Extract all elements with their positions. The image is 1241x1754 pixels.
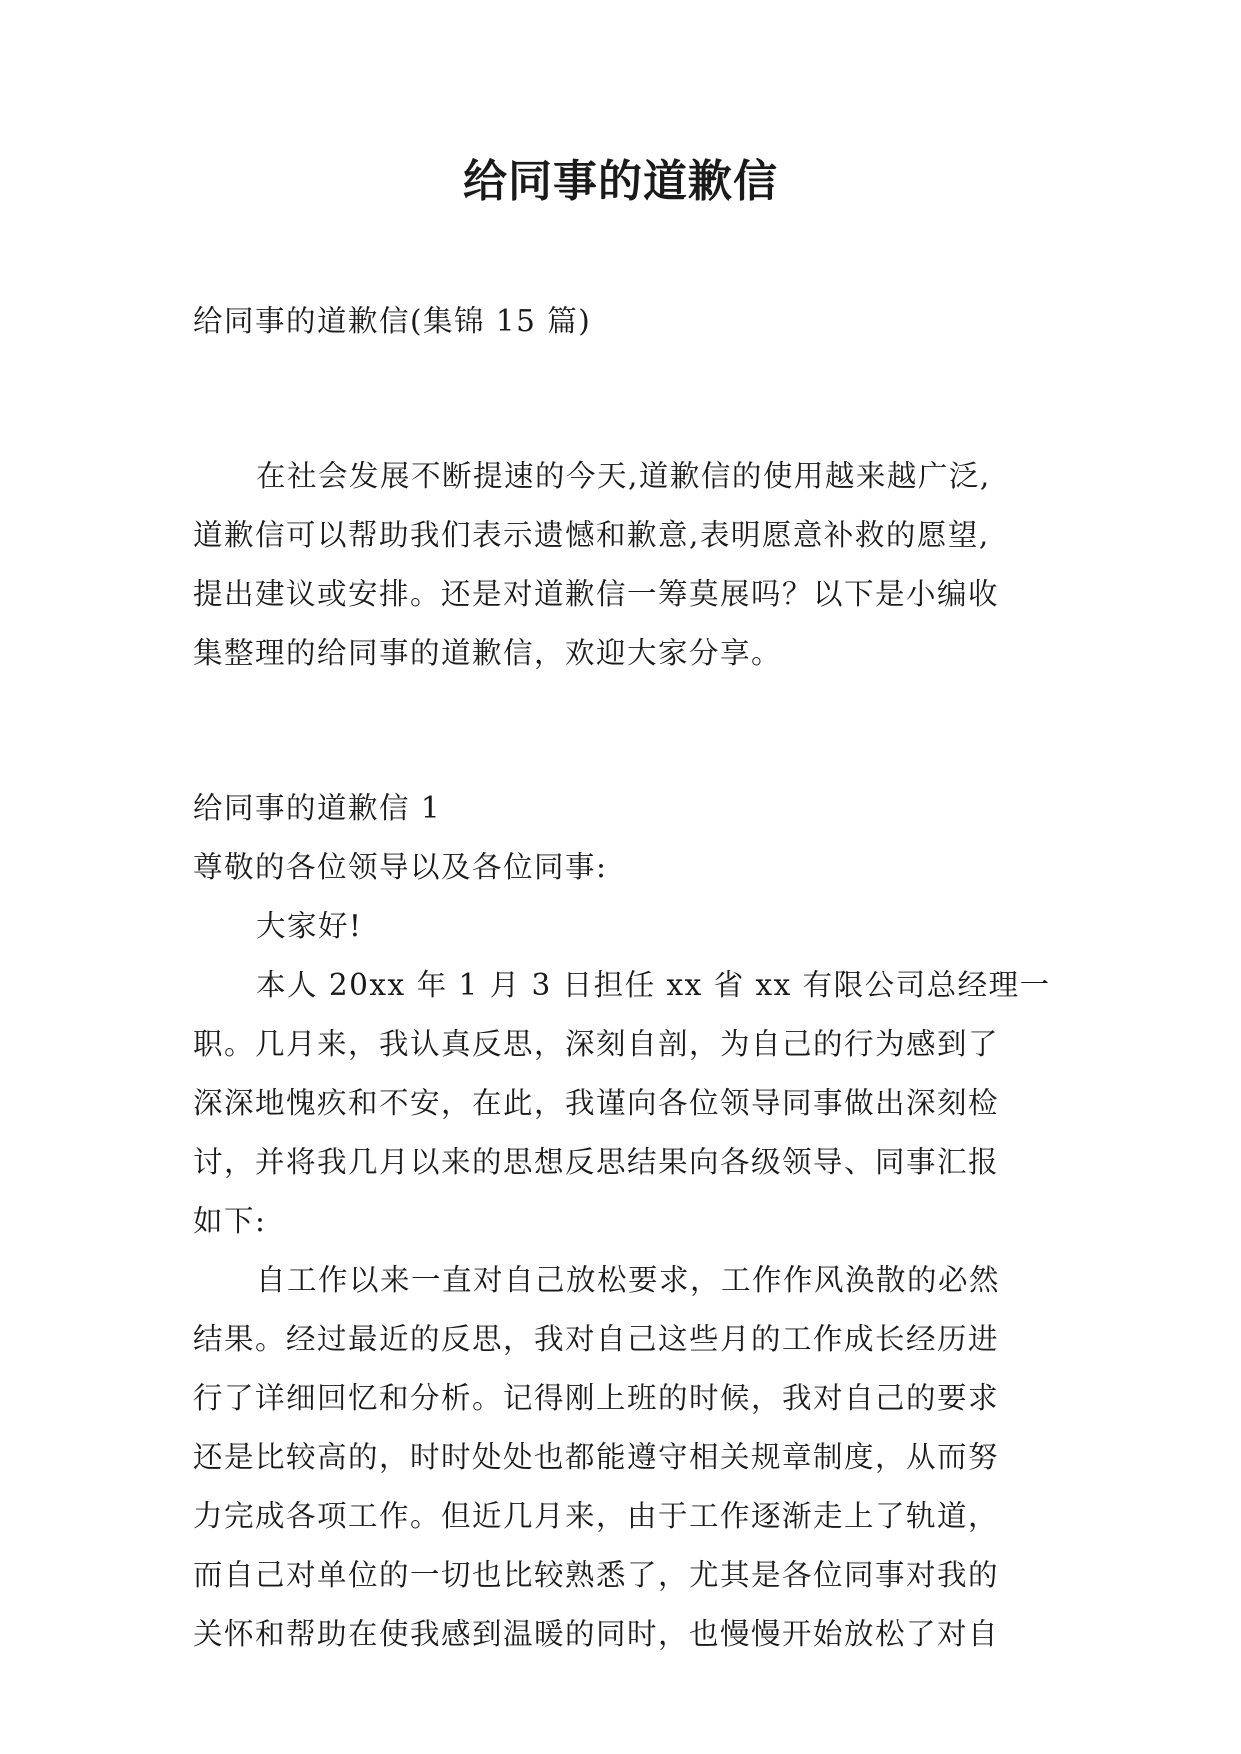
- paragraph-line: 还是比较高的，时时处处也都能遵守相关规章制度，从而努: [193, 1440, 1000, 1474]
- intro-paragraph: [193, 447, 1053, 683]
- paragraph-2: [193, 1251, 1053, 1664]
- paragraph-line: 结果。经过最近的反思，我对自己这些月的工作成长经历进: [193, 1322, 1000, 1356]
- intro-line: 提出建议或安排。还是对道歉信一筹莫展吗？以下是小编收: [193, 577, 1000, 611]
- document-subtitle: 给同事的道歉信(集锦 15 篇): [193, 304, 592, 338]
- document-body: [193, 292, 1053, 1664]
- intro-line: 道歉信可以帮助我们表示遗憾和歉意,表明愿意补救的愿望,: [193, 518, 990, 552]
- document-title: 给同事的道歉信: [463, 156, 778, 207]
- spacer: [193, 683, 1053, 779]
- paragraph-line: 行了详细回忆和分析。记得刚上班的时候，我对自己的要求: [193, 1381, 1000, 1415]
- paragraph-line: 本人 20xx 年 1 月 3 日担任 xx 省 xx 有限公司总经理一: [256, 968, 1051, 1002]
- paragraph-line: 自工作以来一直对自己放松要求，工作作风涣散的必然: [256, 1263, 1001, 1297]
- paragraph-1: [193, 956, 1053, 1251]
- intro-line: 在社会发展不断提速的今天,道歉信的使用越来越广泛,: [256, 459, 991, 493]
- paragraph-line: 深深地愧疚和不安，在此，我谨向各位领导同事做出深刻检: [193, 1086, 1000, 1120]
- paragraph-line: 如下:: [193, 1204, 267, 1238]
- paragraph-line: 职。几月来，我认真反思，深刻自剖，为自己的行为感到了: [193, 1027, 1000, 1061]
- spacer: [193, 351, 1053, 447]
- paragraph-line: 关怀和帮助在使我感到温暖的同时，也慢慢开始放松了对自: [193, 1617, 1000, 1651]
- section-heading: 给同事的道歉信 1: [193, 791, 442, 825]
- intro-line: 集整理的给同事的道歉信，欢迎大家分享。: [193, 636, 783, 670]
- salutation: 尊敬的各位领导以及各位同事:: [193, 850, 608, 884]
- paragraph-line: 而自己对单位的一切也比较熟悉了，尤其是各位同事对我的: [193, 1558, 1000, 1592]
- greeting: 大家好!: [256, 909, 363, 943]
- paragraph-line: 讨，并将我几月以来的思想反思结果向各级领导、同事汇报: [193, 1145, 1000, 1179]
- paragraph-line: 力完成各项工作。但近几月来，由于工作逐渐走上了轨道，: [193, 1499, 1000, 1533]
